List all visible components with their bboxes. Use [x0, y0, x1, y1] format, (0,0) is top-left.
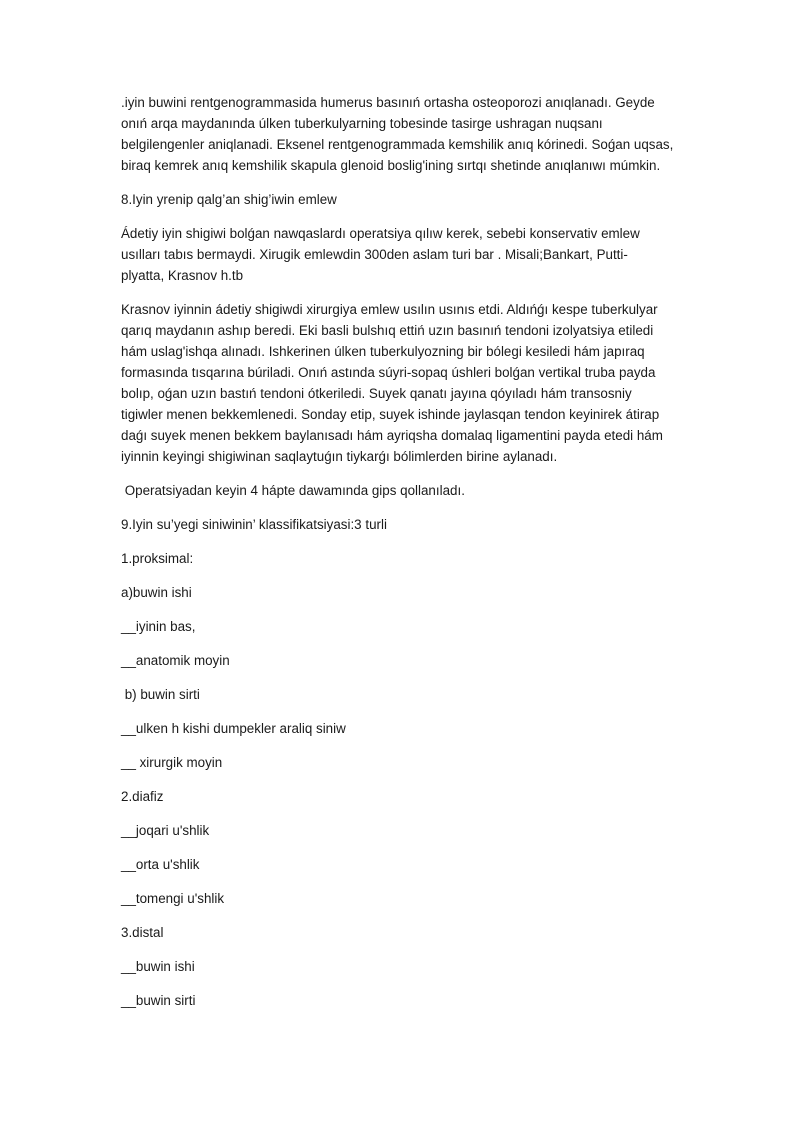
list-item: 1.proksimal:: [121, 551, 194, 566]
section-heading-8: 8.Iyin yrenip qalg’an shig’iwin emlew: [121, 192, 337, 207]
paragraph-krasnov-method: [121, 299, 681, 467]
text-line: bolıp, oǵan uzın bastıń tendoni ótkeriledi. Suyek qanatı jayına qóyıladı hám transosniy: [121, 386, 632, 401]
list-item: __tomengi u'shlik: [121, 891, 225, 906]
document-page: [121, 92, 681, 1024]
list-item: __joqari u'shlik: [121, 823, 210, 838]
list-item: 3.distal: [121, 925, 164, 940]
text-line: biraq kemrek anıq kemshilik skapula glenoid boslig'ining sırtqı shetinde anıqlanıwı múmkin.: [121, 158, 661, 173]
text-line: usılları tabıs bermaydi. Xirugik emlewdin 300den aslam turi bar . Misali;Bankart, Putti-: [121, 247, 628, 262]
list-item: __anatomik moyin: [121, 653, 230, 668]
section-heading-9: 9.Iyin su’yegi siniwinin’ klassifikatsiyasi:3 turli: [121, 517, 387, 532]
text-line: iyinnin keyingi shigiwinan saqlaytuǵın tiykarǵı bólimlerden birine aylanadı.: [121, 449, 558, 464]
text-line: formasında tısqarına búriladi. Onıń astında súyri-sopaq úshleri bolǵan vertikal truba payda: [121, 365, 656, 380]
text-line: onıń arqa maydanında úlken tuberkulyarning tobesinde tasirge ushragan nuqsanı: [121, 116, 603, 131]
text-line: qarıq maydanın ashıp beredi. Eki basli bulshıq ettiń uzın basınıń tendoni izolyatsiya etiledi: [121, 323, 654, 338]
text-line: daǵı suyek menen bekkem baylanısadı hám ayriqsha domalaq ligamentini payda etedi hám: [121, 428, 663, 443]
text-line: hám uslag'ishqa alınadı. Ishkerinen úlken tuberkulyozning bir bólegi kesiledi hám japıraq: [121, 344, 645, 359]
list-item: __ulken h kishi dumpekler araliq siniw: [121, 721, 346, 736]
paragraph-treatment: [121, 223, 681, 286]
list-item: __iyinin bas,: [121, 619, 196, 634]
list-item: a)buwin ishi: [121, 585, 192, 600]
text-line: Krasnov iyinnin ádetiy shigiwdi xirurgiya emlew usılın usınıs etdi. Aldıńǵı kespe tuberkulyar: [121, 302, 658, 317]
list-item: __buwin ishi: [121, 959, 195, 974]
list-item: b) buwin sirti: [121, 687, 200, 702]
list-item: __orta u'shlik: [121, 857, 200, 872]
text-line: tigiwler menen bekkemlenedi. Sonday etip, suyek ishinde jaylasqan tendon keyinirek átirap: [121, 407, 660, 422]
text-line: .iyin buwini rentgenogrammasida humerus basınıń ortasha osteoporozi anıqlanadı. Geyde: [121, 95, 655, 110]
paragraph-xray-findings: [121, 92, 681, 176]
list-item: __ xirurgik moyin: [121, 755, 223, 770]
text-line: Ádetiy iyin shigiwi bolǵan nawqaslardı operatsiya qılıw kerek, sebebi konservativ emlew: [121, 226, 640, 241]
text-line: belgilengenler aniqlanadi. Eksenel rentgenogrammada kemshilik anıq kórinedi. Soǵan uqsas,: [121, 137, 674, 152]
paragraph-postop: Operatsiyadan keyin 4 hápte dawamında gips qollanıladı.: [121, 483, 465, 498]
list-item: __buwin sirti: [121, 993, 196, 1008]
text-line: plyatta, Krasnov h.tb: [121, 268, 244, 283]
list-item: 2.diafiz: [121, 789, 164, 804]
